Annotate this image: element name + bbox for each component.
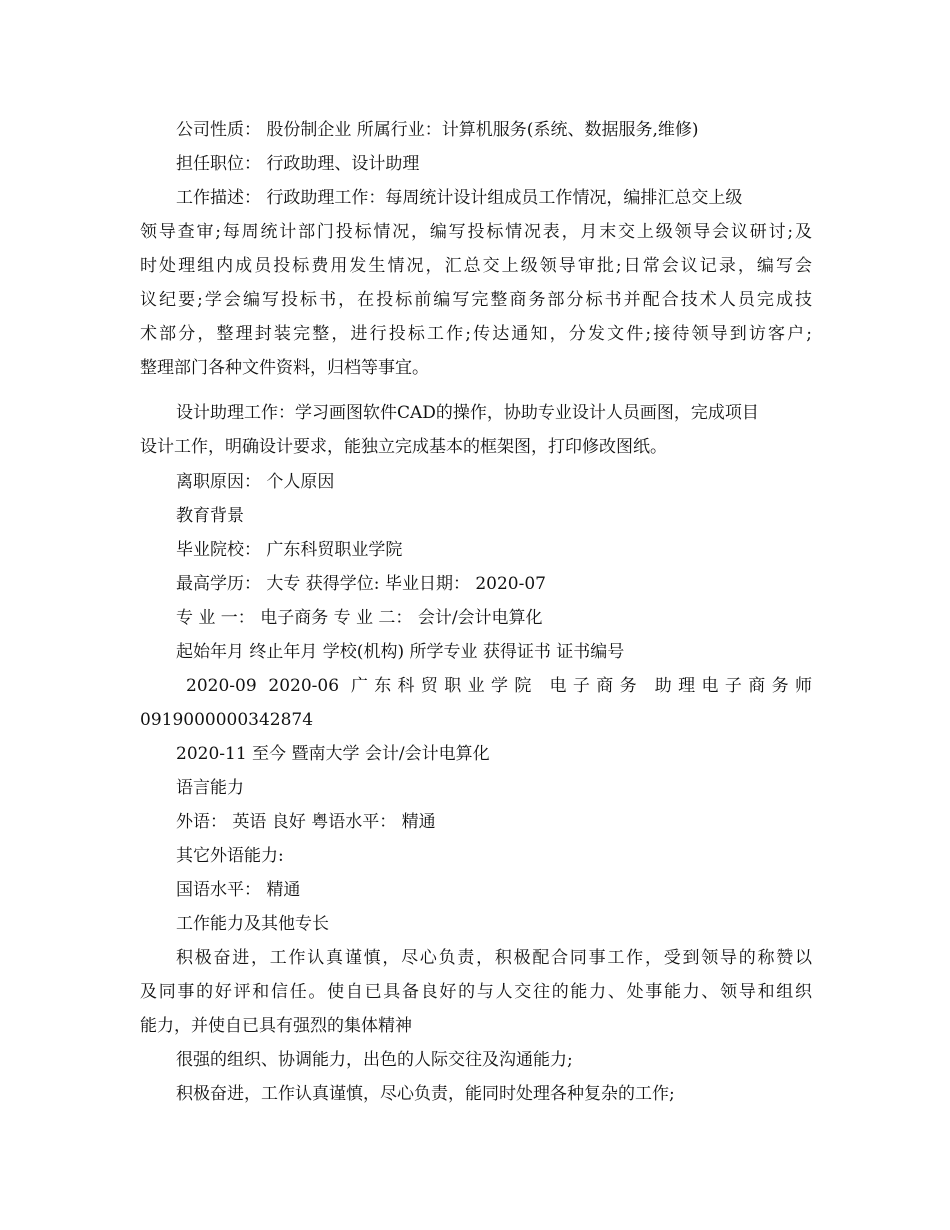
skills-line: 积极奋进，工作认真谨慎，尽心负责，能同时处理各种复杂的工作; — [176, 1084, 675, 1104]
skills-paragraph-line: 积极奋进，工作认真谨慎，尽心负责，积极配合同事工作，受到领导的称赞以 — [176, 948, 812, 968]
mandarin-line: 国语水平： 精通 — [176, 880, 301, 900]
job-description-line: 领导查审;每周统计部门投标情况，编写投标情况表，月末交上级领导会议研讨;及 — [140, 222, 812, 242]
skills-heading: 工作能力及其他专长 — [176, 914, 329, 934]
skills-line: 很强的组织、协调能力，出色的人际交往及沟通能力; — [176, 1050, 573, 1070]
other-language-line: 其它外语能力: — [176, 846, 284, 866]
school-line: 毕业院校： 广东科贸职业学院 — [176, 540, 403, 560]
education-row: 2020-09 2020-06 广东科贸职业学院 电子商务 助理电子商务师 — [186, 676, 812, 696]
education-row: 2020-11 至今 暨南大学 会计/会计电算化 — [176, 744, 490, 764]
skills-paragraph-line: 能力，并使自已具有强烈的集体精神 — [140, 1016, 412, 1036]
job-description-line: 工作描述： 行政助理工作：每周统计设计组成员工作情况，编排汇总交上级 — [176, 188, 743, 208]
education-heading: 教育背景 — [176, 506, 244, 526]
job-description-line: 议纪要;学会编写投标书，在投标前编写完整商务部分标书并配合技术人员完成技 — [140, 290, 812, 310]
company-type-line: 公司性质： 股份制企业 所属行业：计算机服务(系统、数据服务,维修) — [176, 120, 699, 140]
job-description-line: 整理部门各种文件资料，归档等事宜。 — [140, 358, 429, 378]
major-line: 专 业 一： 电子商务 专 业 二： 会计/会计电算化 — [176, 608, 543, 628]
job-description-line: 时处理组内成员投标费用发生情况，汇总交上级领导审批;日常会议记录，编写会 — [140, 256, 812, 276]
design-assistant-line: 设计助理工作：学习画图软件CAD的操作，协助专业设计人员画图，完成项目 — [176, 403, 759, 423]
skills-paragraph-line: 及同事的好评和信任。使自已具备良好的与人交往的能力、处事能力、领导和组织 — [140, 982, 812, 1002]
leave-reason-line: 离职原因： 个人原因 — [176, 472, 335, 492]
certificate-number: 0919000000342874 — [140, 710, 314, 730]
education-table-header: 起始年月 终止年月 学校(机构) 所学专业 获得证书 证书编号 — [176, 642, 625, 662]
foreign-language-line: 外语： 英语 良好 粤语水平： 精通 — [176, 812, 436, 832]
design-assistant-line: 设计工作，明确设计要求，能独立完成基本的框架图，打印修改图纸。 — [140, 437, 667, 457]
language-heading: 语言能力 — [176, 778, 244, 798]
position-line: 担任职位： 行政助理、设计助理 — [176, 154, 420, 174]
job-description-line: 术部分，整理封装完整，进行投标工作;传达通知，分发文件;接待领导到访客户; — [140, 324, 812, 344]
degree-line: 最高学历： 大专 获得学位: 毕业日期： 2020-07 — [176, 574, 546, 594]
